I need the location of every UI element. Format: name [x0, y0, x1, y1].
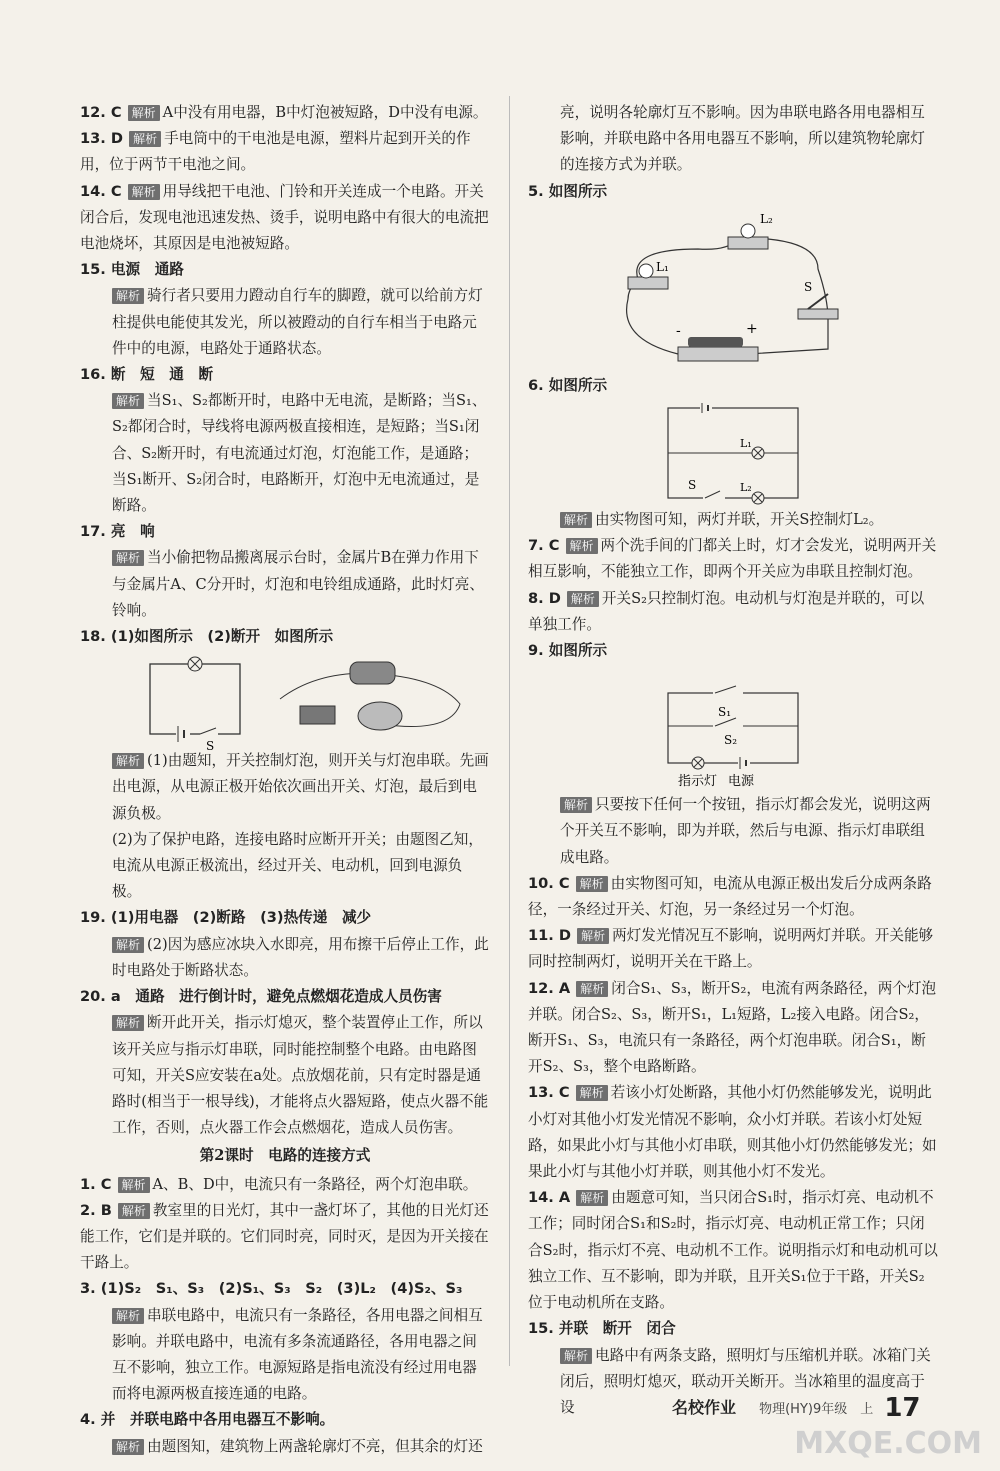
analysis-tag: 解析	[112, 550, 144, 566]
answer-number: 16. 断 短 通 断	[80, 366, 214, 384]
answer-number: 18. (1)如图所示 (2)断开 如图所示	[80, 628, 334, 646]
answer-text: 骑行者只要用力蹬动自行车的脚蹬，就可以给前方灯柱提供电能使其发光，所以被蹬动的自行车相当于电路元件中的电源，电路处于通路状态。	[112, 287, 483, 357]
analysis-tag: 解析	[577, 928, 609, 944]
answer-number: 17. 亮 响	[80, 523, 155, 541]
analysis-tag: 解析	[576, 1190, 608, 1206]
answer-number: 7. C	[528, 537, 560, 555]
answer-text: A、B、D中，电流只有一条路径，两个灯泡串联。	[152, 1175, 478, 1193]
answer-text: 断开此开关，指示灯熄灭，整个装置停止工作，所以该开关应与指示灯串联，同时能控制整个电路。由电路图可知，开关S应安装在a处。点放烟花前，只有定时器是通路时(相当于一根导线)，才能将点火器短路，使点火器不能工作，否则，点火器工作会点燃烟花，造成人员伤害。	[112, 1014, 489, 1137]
analysis-tag: 解析	[112, 393, 144, 409]
answer-number: 10. C	[528, 874, 570, 892]
answer-text: 串联电路中，电流只有一条路径，各用电器之间相互影响。并联电路中，电流有多条流通路径，各用电器之间互不影响，独立工作。电源短路是指电流没有经过用电器而将电源两极直接连通的电路。	[112, 1306, 483, 1403]
analysis-tag: 解析	[118, 1203, 150, 1219]
analysis-tag: 解析	[128, 184, 160, 200]
analysis-tag: 解析	[576, 1085, 608, 1101]
circuit-figure-6	[528, 403, 928, 503]
answer-entry	[80, 984, 490, 1010]
answer-text: (2)因为感应冰块入水即亮，用布擦干后停止工作，此时电路处于断路状态。	[112, 935, 489, 979]
answer-number: 15. 电源 通路	[80, 261, 184, 279]
answer-text: (2)为了保护电路，连接电路时应断开开关；由题图乙知，电流从电源正极流出，经过开关、电动机，回到电源负极。	[112, 830, 483, 901]
left-entries-c	[80, 1172, 490, 1460]
answer-text: 开关S₂只控制灯泡。电动机与灯泡是并联的，可以单独工作。	[528, 589, 925, 633]
analysis-tag: 解析	[112, 1308, 144, 1324]
answer-entry	[528, 976, 938, 1081]
answer-number: 12. A	[528, 979, 571, 997]
answer-entry	[528, 100, 938, 179]
fig9-power-label: 电源	[728, 774, 755, 790]
answer-text: 由实物图可知，电流从电源正极出发后分成两条路径，一条经过开关、灯泡，另一条经过另一个灯泡。	[528, 874, 932, 919]
answer-number: 15. 并联 断开 闭合	[528, 1320, 676, 1338]
answer-number: 14. C	[80, 182, 122, 200]
page-footer	[672, 1393, 921, 1423]
answer-entry	[80, 257, 490, 283]
answer-text: 若该小灯处断路，其他小灯仍然能够发光，说明此小灯对其他小灯发光情况不影响，众小灯并联。若该小灯处短路，如果此小灯与其他小灯串联，则其他小灯仍然能够发光；如果此小灯与其他小灯并联，则其他小灯不发光。	[528, 1084, 937, 1181]
answer-entry	[80, 1172, 490, 1198]
answer-number: 6. 如图所示	[528, 376, 608, 394]
answer-text: 由题意可知，当只闭合S₁时，指示灯亮、电动机不工作；同时闭合S₁和S₂时，指示灯亮、电动机正常工作；只闭合S₂时，指示灯不亮、电动机不工作。说明指示灯和电动机可以独立工作、互不影响，即为并联，且开关S₁位于干路，开关S₂位于电动机所在支路。	[528, 1189, 938, 1312]
answer-entry	[528, 923, 938, 975]
footer-brand: 名校作业	[672, 1398, 737, 1417]
answer-entry	[528, 373, 938, 399]
answer-entry	[80, 905, 490, 931]
answer-entry	[80, 388, 490, 519]
answer-entry	[80, 1010, 490, 1141]
analysis-tag: 解析	[112, 1015, 144, 1031]
fig5-plus-label: +	[746, 320, 758, 337]
answer-entry	[80, 748, 490, 827]
answer-entry	[528, 179, 938, 205]
answer-entry	[528, 871, 938, 923]
right-entries-b	[528, 373, 938, 399]
answer-entry	[528, 1316, 938, 1342]
answer-entry	[528, 792, 938, 871]
answer-text: 由实物图可知，两灯并联，开关S控制灯L₂。	[595, 511, 884, 529]
analysis-tag: 解析	[560, 512, 592, 528]
answer-entry	[80, 545, 490, 624]
answer-entry	[80, 1198, 490, 1277]
analysis-tag: 解析	[112, 288, 144, 304]
answer-text: 闭合S₁、S₃，断开S₂，电流有两条路径，两个灯泡并联。闭合S₂、S₃，断开S₁，L₁短路，L₂接入电路。闭合S₂，断开S₁、S₃，电流只有一条路径，两个灯泡串联。闭合S₁，断开S₂、S₃，整个电路断路。	[528, 979, 937, 1076]
left-entries-b	[80, 748, 490, 1141]
answer-number: 1. C	[80, 1175, 112, 1193]
watermark-logo: MXQE.COM	[794, 1426, 982, 1461]
answer-entry	[80, 519, 490, 545]
answer-entry	[528, 638, 938, 664]
circuit-figure-18	[80, 654, 480, 754]
answer-text: 只要按下任何一个按钮，指示灯都会发光，说明这两个开关互不影响，即为并联，然后与电源、指示灯串联组成电路。	[560, 796, 931, 866]
analysis-tag: 解析	[566, 538, 598, 554]
fig5-minus-label: -	[676, 322, 681, 339]
fig6-l2-label: L₂	[740, 481, 752, 495]
answer-number: 19. (1)用电器 (2)断路 (3)热传递 减少	[80, 909, 372, 927]
answer-entry	[80, 283, 490, 362]
answer-number: 20. a 通路 进行倒计时，避免点燃烟花造成人员伤害	[80, 988, 442, 1006]
answer-number: 13. D	[80, 130, 124, 148]
answer-text: 亮，说明各轮廓灯互不影响。因为串联电路各用电器相互影响，并联电路中各用电器互不影响，所以建筑物轮廓灯的连接方式为并联。	[560, 104, 925, 174]
answer-text: (1)由题知，开关控制灯泡，则开关与灯泡串联。先画出电源，从电源正极开始依次画出开关、灯泡，最后到电源负极。	[112, 752, 489, 822]
analysis-tag: 解析	[129, 131, 161, 147]
fig5-l2-label: L₂	[760, 211, 773, 226]
answer-number: 4. 并 并联电路中各用电器互不影响。	[80, 1411, 335, 1429]
answer-text: 教室里的日光灯，其中一盏灯坏了，其他的日光灯还能工作，它们是并联的。它们同时亮，同时灭，是因为开关接在干路上。	[80, 1201, 489, 1272]
answer-entry	[80, 624, 490, 650]
answer-number: 2. B	[80, 1201, 112, 1219]
answer-entry	[80, 1303, 490, 1408]
analysis-tag: 解析	[576, 876, 608, 892]
answer-text: 由题图知，建筑物上两盏轮廓灯不亮，但其余的灯还	[147, 1437, 483, 1455]
page-number: 17	[884, 1393, 921, 1423]
answer-number: 3. (1)S₂ S₁、S₃ (2)S₁、S₃ S₂ (3)L₂ (4)S₂、S₃	[80, 1280, 463, 1298]
fig5-s-label: S	[804, 279, 813, 294]
answer-text: 两灯发光情况互不影响，说明两灯并联。开关能够同时控制两灯，说明开关在干路上。	[528, 927, 934, 971]
answer-text: 用导线把干电池、门铃和开关连成一个电路。开关闭合后，发现电池迅速发热、烫手，说明电路中有很大的电流把电池烧坏，其原因是电池被短路。	[80, 182, 489, 253]
answer-entry	[80, 932, 490, 984]
answer-entry	[528, 533, 938, 585]
answer-entry	[528, 1185, 938, 1316]
circuit-figure-5	[528, 209, 928, 369]
answer-number: 11. D	[528, 927, 572, 945]
analysis-tag: 解析	[112, 1439, 144, 1455]
answer-entry	[80, 1434, 490, 1460]
fig6-s-label: S	[688, 478, 697, 493]
analysis-tag: 解析	[576, 981, 608, 997]
answer-text: 手电筒中的干电池是电源，塑料片起到开关的作用，位于两节干电池之间。	[80, 130, 471, 174]
answer-number: 9. 如图所示	[528, 642, 608, 660]
right-entries-a	[528, 100, 938, 205]
analysis-tag: 解析	[112, 937, 144, 953]
answer-entry	[80, 362, 490, 388]
answer-number: 14. A	[528, 1189, 571, 1207]
analysis-tag: 解析	[560, 1348, 592, 1364]
answer-number: 5. 如图所示	[528, 182, 608, 200]
analysis-tag: 解析	[112, 753, 144, 769]
analysis-tag: 解析	[128, 105, 160, 121]
answer-entry	[80, 1276, 490, 1302]
circuit-figure-9	[528, 668, 928, 788]
right-entries-d	[528, 792, 938, 1421]
analysis-tag: 解析	[567, 591, 599, 607]
answer-entry	[528, 507, 938, 533]
answer-text: 两个洗手间的门都关上时，灯才会发光，说明两开关相互影响，不能独立工作，即两个开关应为串联且控制灯泡。	[528, 537, 937, 581]
answer-number: 13. C	[528, 1084, 570, 1102]
fig9-s1-label: S₁	[718, 705, 732, 720]
answer-entry	[80, 100, 490, 126]
answer-entry	[80, 827, 490, 906]
column-divider	[509, 96, 510, 1366]
fig6-l1-label: L₁	[740, 437, 752, 451]
answer-number: 8. D	[528, 589, 561, 607]
analysis-tag: 解析	[118, 1177, 150, 1193]
answer-entry	[528, 1080, 938, 1185]
left-entries-a	[80, 100, 490, 650]
footer-subject: 物理(HY)9年级 上	[759, 1402, 874, 1417]
answer-text: A中没有用电器，B中灯泡被短路，D中没有电源。	[162, 104, 488, 121]
left-column	[80, 100, 490, 1460]
answer-entry	[80, 126, 490, 178]
right-column	[528, 100, 938, 1421]
answer-text: 当S₁、S₂都断开时，电路中无电流，是断路；当S₁、S₂都闭合时，导线将电源两极直接相连，是短路；当S₁闭合、S₂断开时，有电流通过灯泡，灯泡能工作，是通路；当S₁断开、S₂闭合时，电路断开，灯泡中无电流通过，是断路。	[112, 392, 487, 515]
answer-text: 当小偷把物品搬离展示台时，金属片B在弹力作用下与金属片A、C分开时，灯泡和电铃组成通路，此时灯亮、铃响。	[112, 549, 484, 619]
answer-entry	[528, 586, 938, 638]
answer-entry	[80, 1407, 490, 1433]
right-entries-c	[528, 507, 938, 664]
answer-text: 电路中有两条支路，照明灯与压缩机并联。冰箱门关闭后，照明灯熄灭，联动开关断开。当冰箱里的温度高于设	[560, 1346, 931, 1416]
analysis-tag: 解析	[560, 797, 592, 813]
fig9-s2-label: S₂	[724, 733, 738, 748]
answer-number: 12. C	[80, 104, 122, 121]
answer-entry	[80, 179, 490, 258]
fig18-s-label: S	[206, 739, 215, 754]
fig9-indicator-label: 指示灯	[678, 774, 718, 790]
lesson-title: 第2课时 电路的连接方式	[199, 1147, 371, 1165]
fig5-l1-label: L₁	[656, 259, 669, 274]
